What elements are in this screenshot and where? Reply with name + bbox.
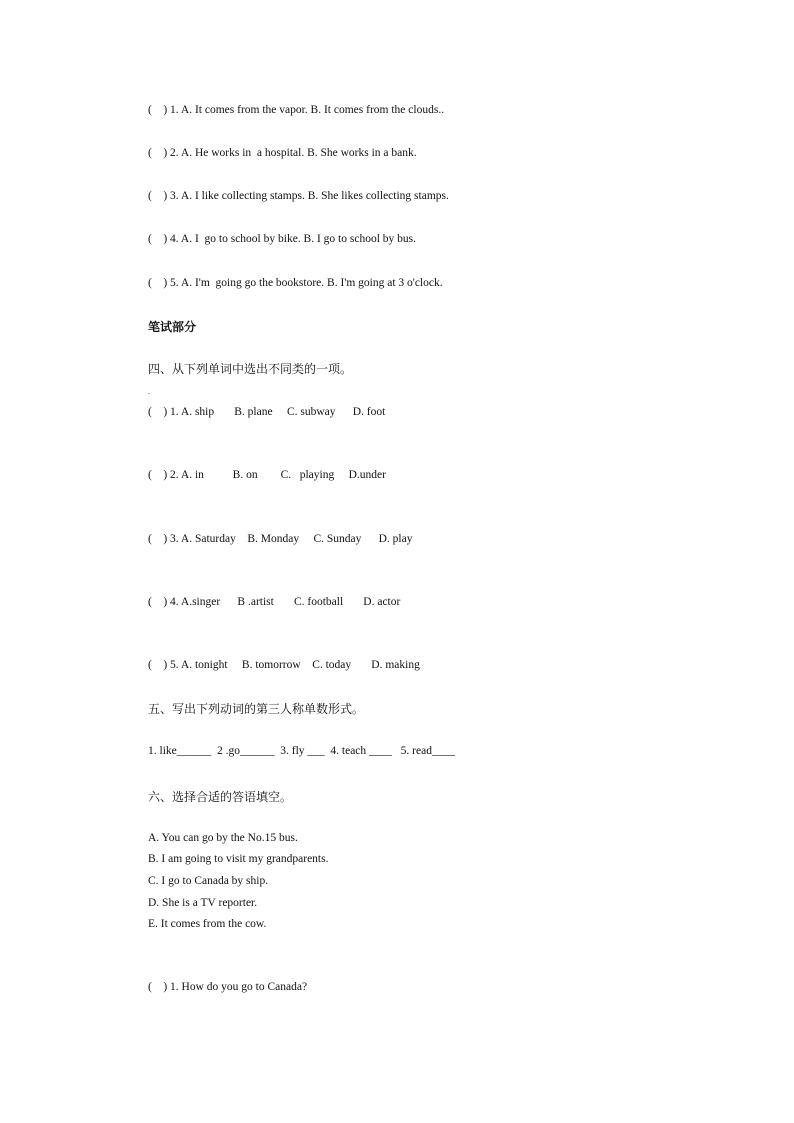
section4-item-4: ( ) 4. A.singer B .artist C. football D. actor [148,596,401,608]
section6-question-1: ( ) 1. How do you go to Canada? [148,981,308,993]
section4-title: 四、从下列单词中选出不同类的一项。 [148,362,353,376]
section5-title: 五、写出下列动词的第三人称单数形式。 [148,702,365,716]
section4-item-3: ( ) 3. A. Saturday B. Monday C. Sunday D. play [148,533,413,545]
listening-item-2: ( ) 2. A. He works in a hospital. B. She works in a bank. [148,147,417,159]
section4-item-1: ( ) 1. A. ship B. plane C. subway D. foot [148,406,386,418]
section6-option-e: E. It comes from the cow. [148,918,267,930]
listening-item-1: ( ) 1. A. It comes from the vapor. B. It comes from the clouds.. [148,104,445,116]
section6-title: 六、选择合适的答语填空。 [148,790,293,804]
section6-option-a: A. You can go by the No.15 bus. [148,832,298,844]
section6-option-b: B. I am going to visit my grandparents. [148,853,329,865]
listening-item-5: ( ) 5. A. I'm going go the bookstore. B. I'm going at 3 o'clock. [148,277,443,289]
section4-item-5: ( ) 5. A. tonight B. tomorrow C. today D. making [148,659,420,671]
listening-item-3: ( ) 3. A. I like collecting stamps. B. She likes collecting stamps. [148,190,449,202]
listening-item-4: ( ) 4. A. I go to school by bike. B. I go to school by bus. [148,233,416,245]
section6-option-c: C. I go to Canada by ship. [148,875,269,887]
section5-fill-line: 1. like______ 2 .go______ 3. fly ___ 4. teach ____ 5. read____ [148,745,455,757]
section6-option-d: D. She is a TV reporter. [148,897,258,909]
section4-marker: . [148,387,150,396]
written-part-title: 笔试部分 [148,320,197,334]
section4-item-2: ( ) 2. A. in B. on C. playing D.under [148,469,386,481]
